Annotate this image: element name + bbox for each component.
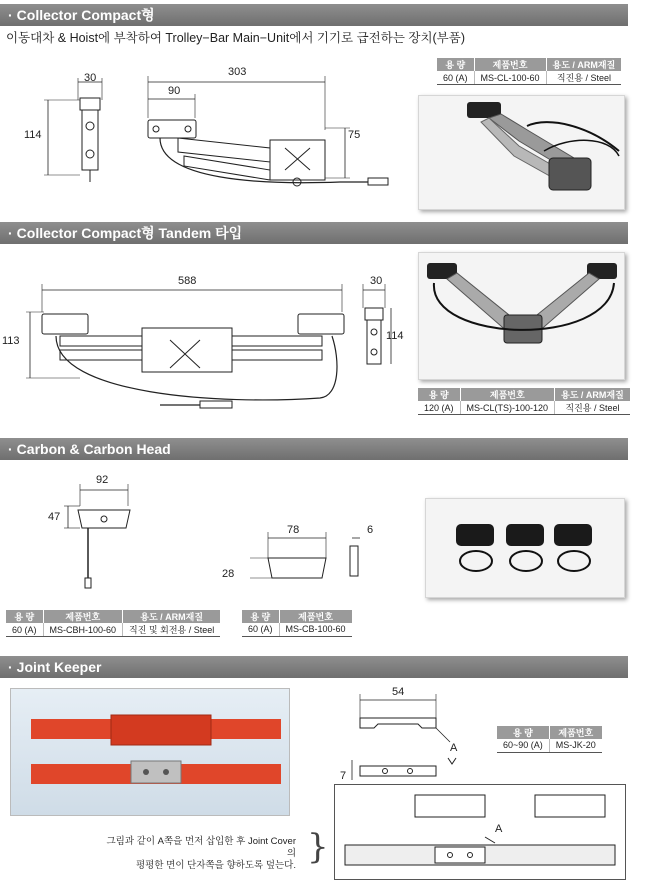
joint-keeper-drawing	[340, 690, 465, 790]
tandem-side-drawing	[355, 280, 415, 380]
spec-table-carbon	[242, 610, 352, 637]
td-usage: 직진용 / Steel	[546, 71, 621, 85]
td-usage: 직진 및 회전용 / Steel	[123, 623, 221, 637]
dim-75: 75	[348, 129, 361, 141]
section-title: Collector Compact형	[16, 7, 155, 23]
td-product-no: MS-CL-100-60	[474, 71, 546, 85]
th-usage: 용도 / ARM재질	[123, 610, 221, 623]
td-capacity: 120 (A)	[418, 401, 460, 415]
spec-table-compact	[437, 58, 621, 85]
th-product-no: 제품번호	[43, 610, 123, 623]
td-capacity: 60 (A)	[437, 71, 474, 85]
brace-icon: }	[307, 827, 329, 867]
section-title: Collector Compact형 Tandem 타입	[16, 225, 243, 241]
td-capacity: 60~90 (A)	[497, 739, 549, 752]
section-header-carbon: · Carbon & Carbon Head	[0, 438, 628, 460]
td-product-no: MS-JK-20	[549, 739, 602, 752]
th-capacity: 용 량	[437, 58, 474, 71]
compact-product-photo	[418, 95, 625, 210]
label-a-top: A	[450, 742, 458, 754]
td-product-no: MS-CL(TS)-100-120	[460, 401, 555, 415]
section-header-tandem: · Collector Compact형 Tandem 타입	[0, 222, 628, 244]
tandem-product-photo	[418, 252, 625, 380]
dim-92: 92	[96, 474, 109, 486]
label-a-bottom: A	[495, 823, 503, 835]
spec-table-joint	[497, 726, 602, 753]
carbon-drawing	[230, 528, 380, 588]
th-product-no: 제품번호	[474, 58, 546, 71]
section-title: Joint Keeper	[16, 659, 102, 675]
dim-28: 28	[222, 568, 235, 580]
carbon-product-photo	[425, 498, 625, 598]
instruction-line-1: 그림과 같이 A쪽을 먼저 삽입한 후 Joint Cover의	[106, 836, 296, 859]
section-header-joint: · Joint Keeper	[0, 656, 628, 678]
td-usage: 직진용 / Steel	[555, 401, 630, 415]
instruction-line-2: 평평한 면이 단자쪽을 향하도록 덮는다.	[135, 860, 296, 871]
th-capacity: 용 량	[418, 388, 460, 401]
section-title: Carbon & Carbon Head	[16, 441, 171, 457]
dim-30: 30	[84, 72, 97, 84]
dim-113: 113	[2, 335, 20, 347]
th-product-no: 제품번호	[549, 726, 602, 739]
joint-assembly-diagram	[334, 784, 626, 880]
td-product-no: MS-CBH-100-60	[43, 623, 123, 637]
th-usage: 용도 / ARM재질	[546, 58, 621, 71]
section-header-compact: · Collector Compact형	[0, 4, 628, 26]
th-capacity: 용 량	[6, 610, 43, 623]
spec-table-carbon-head	[6, 610, 220, 637]
spec-table-tandem	[418, 388, 630, 415]
th-capacity: 용 량	[497, 726, 549, 739]
td-capacity: 60 (A)	[242, 623, 279, 636]
td-capacity: 60 (A)	[6, 623, 43, 637]
dim-114-tandem: 114	[386, 330, 404, 342]
dim-90: 90	[168, 85, 181, 97]
td-product-no: MS-CB-100-60	[279, 623, 352, 636]
dim-114: 114	[24, 129, 42, 141]
dim-6: 6	[367, 524, 374, 536]
carbon-head-drawing	[40, 478, 150, 598]
dim-47: 47	[48, 511, 61, 523]
th-usage: 용도 / ARM재질	[555, 388, 630, 401]
dim-303: 303	[228, 66, 247, 78]
dim-588: 588	[178, 275, 197, 287]
dim-7: 7	[340, 770, 347, 782]
section-description: 이동대차 & Hoist에 부착하여 Trolley−Bar Main−Unit에서 기기로 급전하는 장치(부품)	[6, 31, 465, 45]
tandem-main-drawing	[20, 280, 360, 420]
dim-78: 78	[287, 524, 300, 536]
joint-keeper-photo	[10, 688, 290, 816]
th-capacity: 용 량	[242, 610, 279, 623]
dim-54: 54	[392, 686, 405, 698]
th-product-no: 제품번호	[279, 610, 352, 623]
dim-30-tandem: 30	[370, 275, 383, 287]
joint-instruction	[100, 836, 296, 872]
th-product-no: 제품번호	[460, 388, 555, 401]
